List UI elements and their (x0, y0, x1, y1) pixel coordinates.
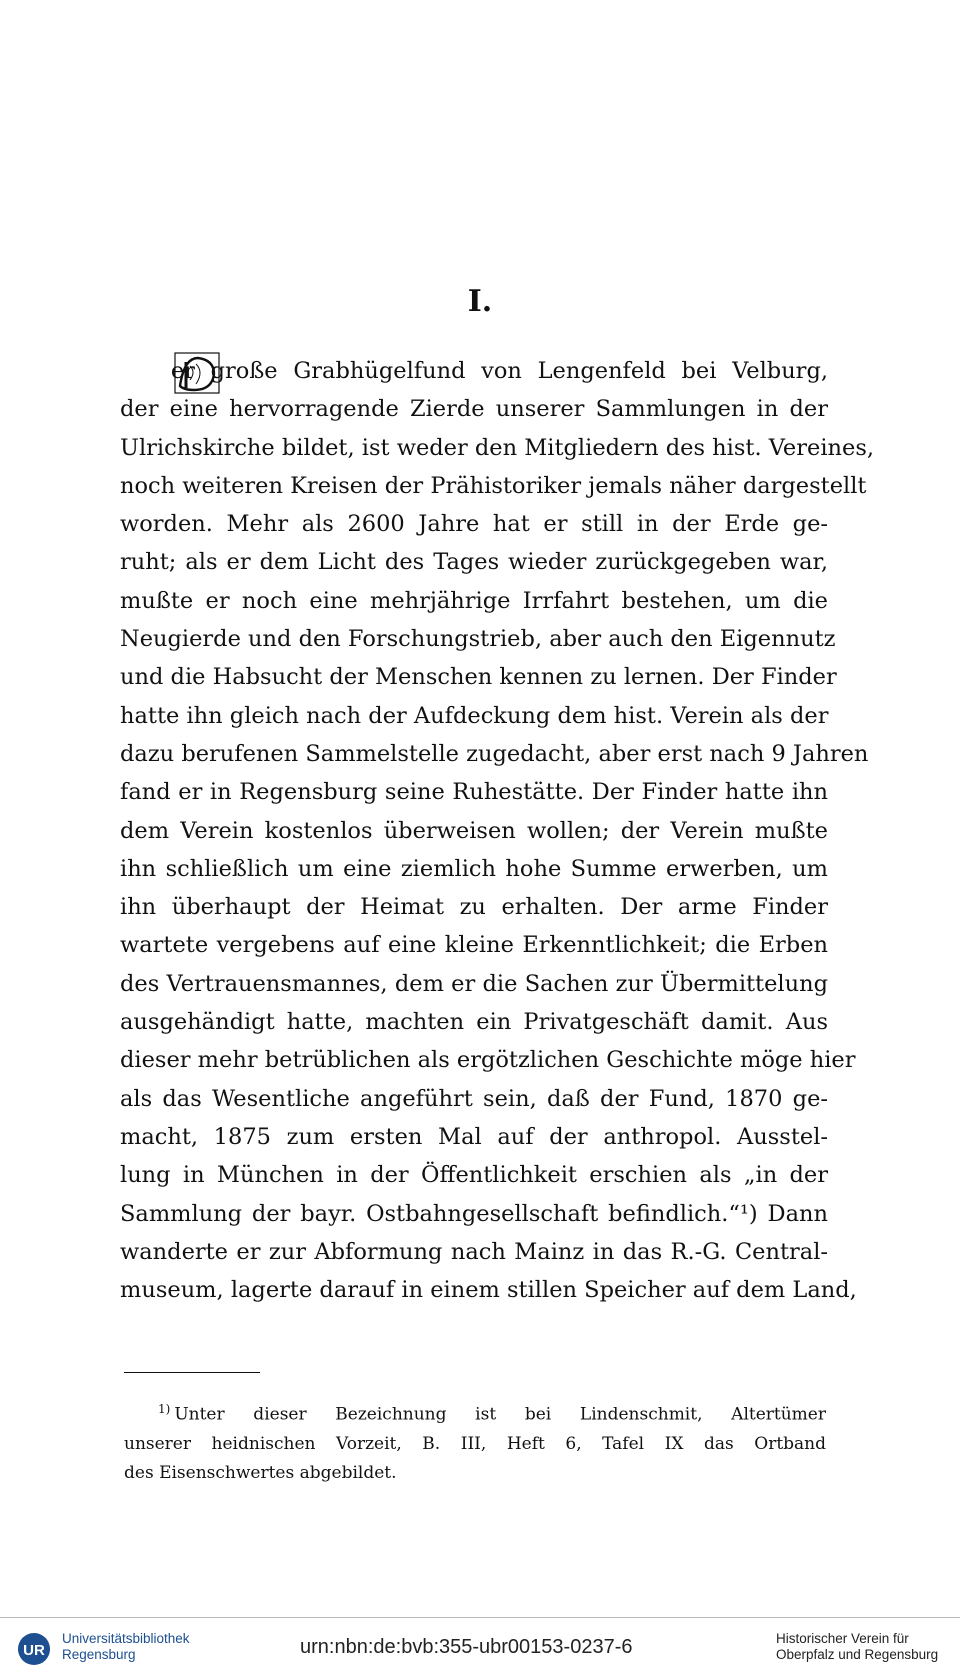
library-name-line2: Regensburg (62, 1647, 136, 1662)
chapter-number: I. (467, 284, 493, 319)
text-line: worden. Mehr als 2600 Jahre hat er still in der Erde ge- (120, 511, 828, 538)
text-line: ruht; als er dem Licht des Tages wieder zurückgegeben war, (120, 549, 828, 576)
urn-identifier[interactable]: urn:nbn:de:bvb:355-ubr00153-0237-6 (300, 1636, 633, 1658)
text-line: lung in München in der Öffentlichkeit erschien als „in der (120, 1162, 828, 1189)
library-name[interactable] (62, 1631, 190, 1663)
text-line: dem Verein kostenlos überweisen wollen; der Verein mußte (120, 817, 828, 844)
text-line: Ulrichskirche bildet, ist weder den Mitgliedern des hist. Vereines, (120, 434, 875, 461)
society-name-line1: Historischer Verein für (776, 1631, 909, 1646)
footnote-line: unserer heidnischen Vorzeit, B. III, Heft 6, Tafel IX das Ortband (124, 1433, 826, 1454)
text-line: ihn überhaupt der Heimat zu erhalten. Der arme Finder (120, 894, 828, 921)
text-line: dazu berufenen Sammelstelle zugedacht, aber erst nach 9 Jahren (120, 740, 869, 767)
footnote-divider (124, 1372, 260, 1373)
footnote-marker: 1) (158, 1402, 171, 1416)
society-name-line2: Oberpfalz und Regensburg (776, 1647, 939, 1662)
society-name[interactable] (776, 1631, 938, 1663)
main-paragraph (120, 352, 875, 1309)
text-line: dieser mehr betrüblichen als ergötzlichen Geschichte möge hier (120, 1047, 856, 1074)
text-line: fand er in Regensburg seine Ruhestätte. Der Finder hatte ihn (120, 779, 828, 806)
footer-divider (0, 1617, 960, 1618)
footer-bar (0, 1622, 960, 1674)
text-line: Sammlung der bayr. Ostbahngesellschaft befindlich.“¹) Dann (120, 1200, 828, 1227)
text-line: ihn schließlich um eine ziemlich hohe Summe erwerben, um (120, 855, 828, 882)
text-line: ausgehändigt hatte, machten ein Privatgeschäft damit. Aus (120, 1009, 828, 1036)
text-line: museum, lagerte darauf in einem stillen Speicher auf dem Land, (120, 1277, 857, 1304)
text-line: der eine hervorragende Zierde unserer Sammlungen in der (120, 396, 828, 423)
footnote (124, 1395, 826, 1488)
footnote-line: des Eisenschwertes abgebildet. (124, 1462, 397, 1483)
initial-d-ornament (174, 352, 220, 394)
text-line: mußte er noch eine mehrjährige Irrfahrt bestehen, um die (120, 587, 828, 614)
text-line: des Vertrauensmannes, dem er die Sachen zur Übermittelung (120, 970, 828, 997)
text-line: noch weiteren Kreisen der Prähistoriker jemals näher dargestellt (120, 472, 867, 499)
text-line: hatte ihn gleich nach der Aufdeckung dem hist. Verein als der (120, 702, 829, 729)
decorated-initial (174, 352, 220, 394)
library-logo-icon[interactable] (14, 1632, 54, 1666)
library-name-line1: Universitätsbibliothek (62, 1631, 190, 1646)
text-line: als das Wesentliche angeführt sein, daß der Fund, 1870 ge- (120, 1085, 828, 1112)
line-text: er große Grabhügelfund von Lengenfeld bei Velburg, (170, 358, 828, 384)
text-line: und die Habsucht der Menschen kennen zu lernen. Der Finder (120, 664, 837, 691)
text-line (120, 352, 828, 390)
text-line: macht, 1875 zum ersten Mal auf der anthropol. Ausstel- (120, 1123, 828, 1150)
text-line: wartete vergebens auf eine kleine Erkenntlichkeit; die Erben (120, 932, 828, 959)
footnote-text: Unter dieser Bezeichnung ist bei Lindenschmit, Altertümer (174, 1404, 826, 1425)
text-line: Neugierde und den Forschungstrieb, aber auch den Eigennutz (120, 626, 836, 653)
footnote-line (124, 1395, 826, 1430)
text-line: wanderte er zur Abformung nach Mainz in das R.-G. Central- (120, 1238, 828, 1265)
logo-text: UR (23, 1642, 45, 1659)
